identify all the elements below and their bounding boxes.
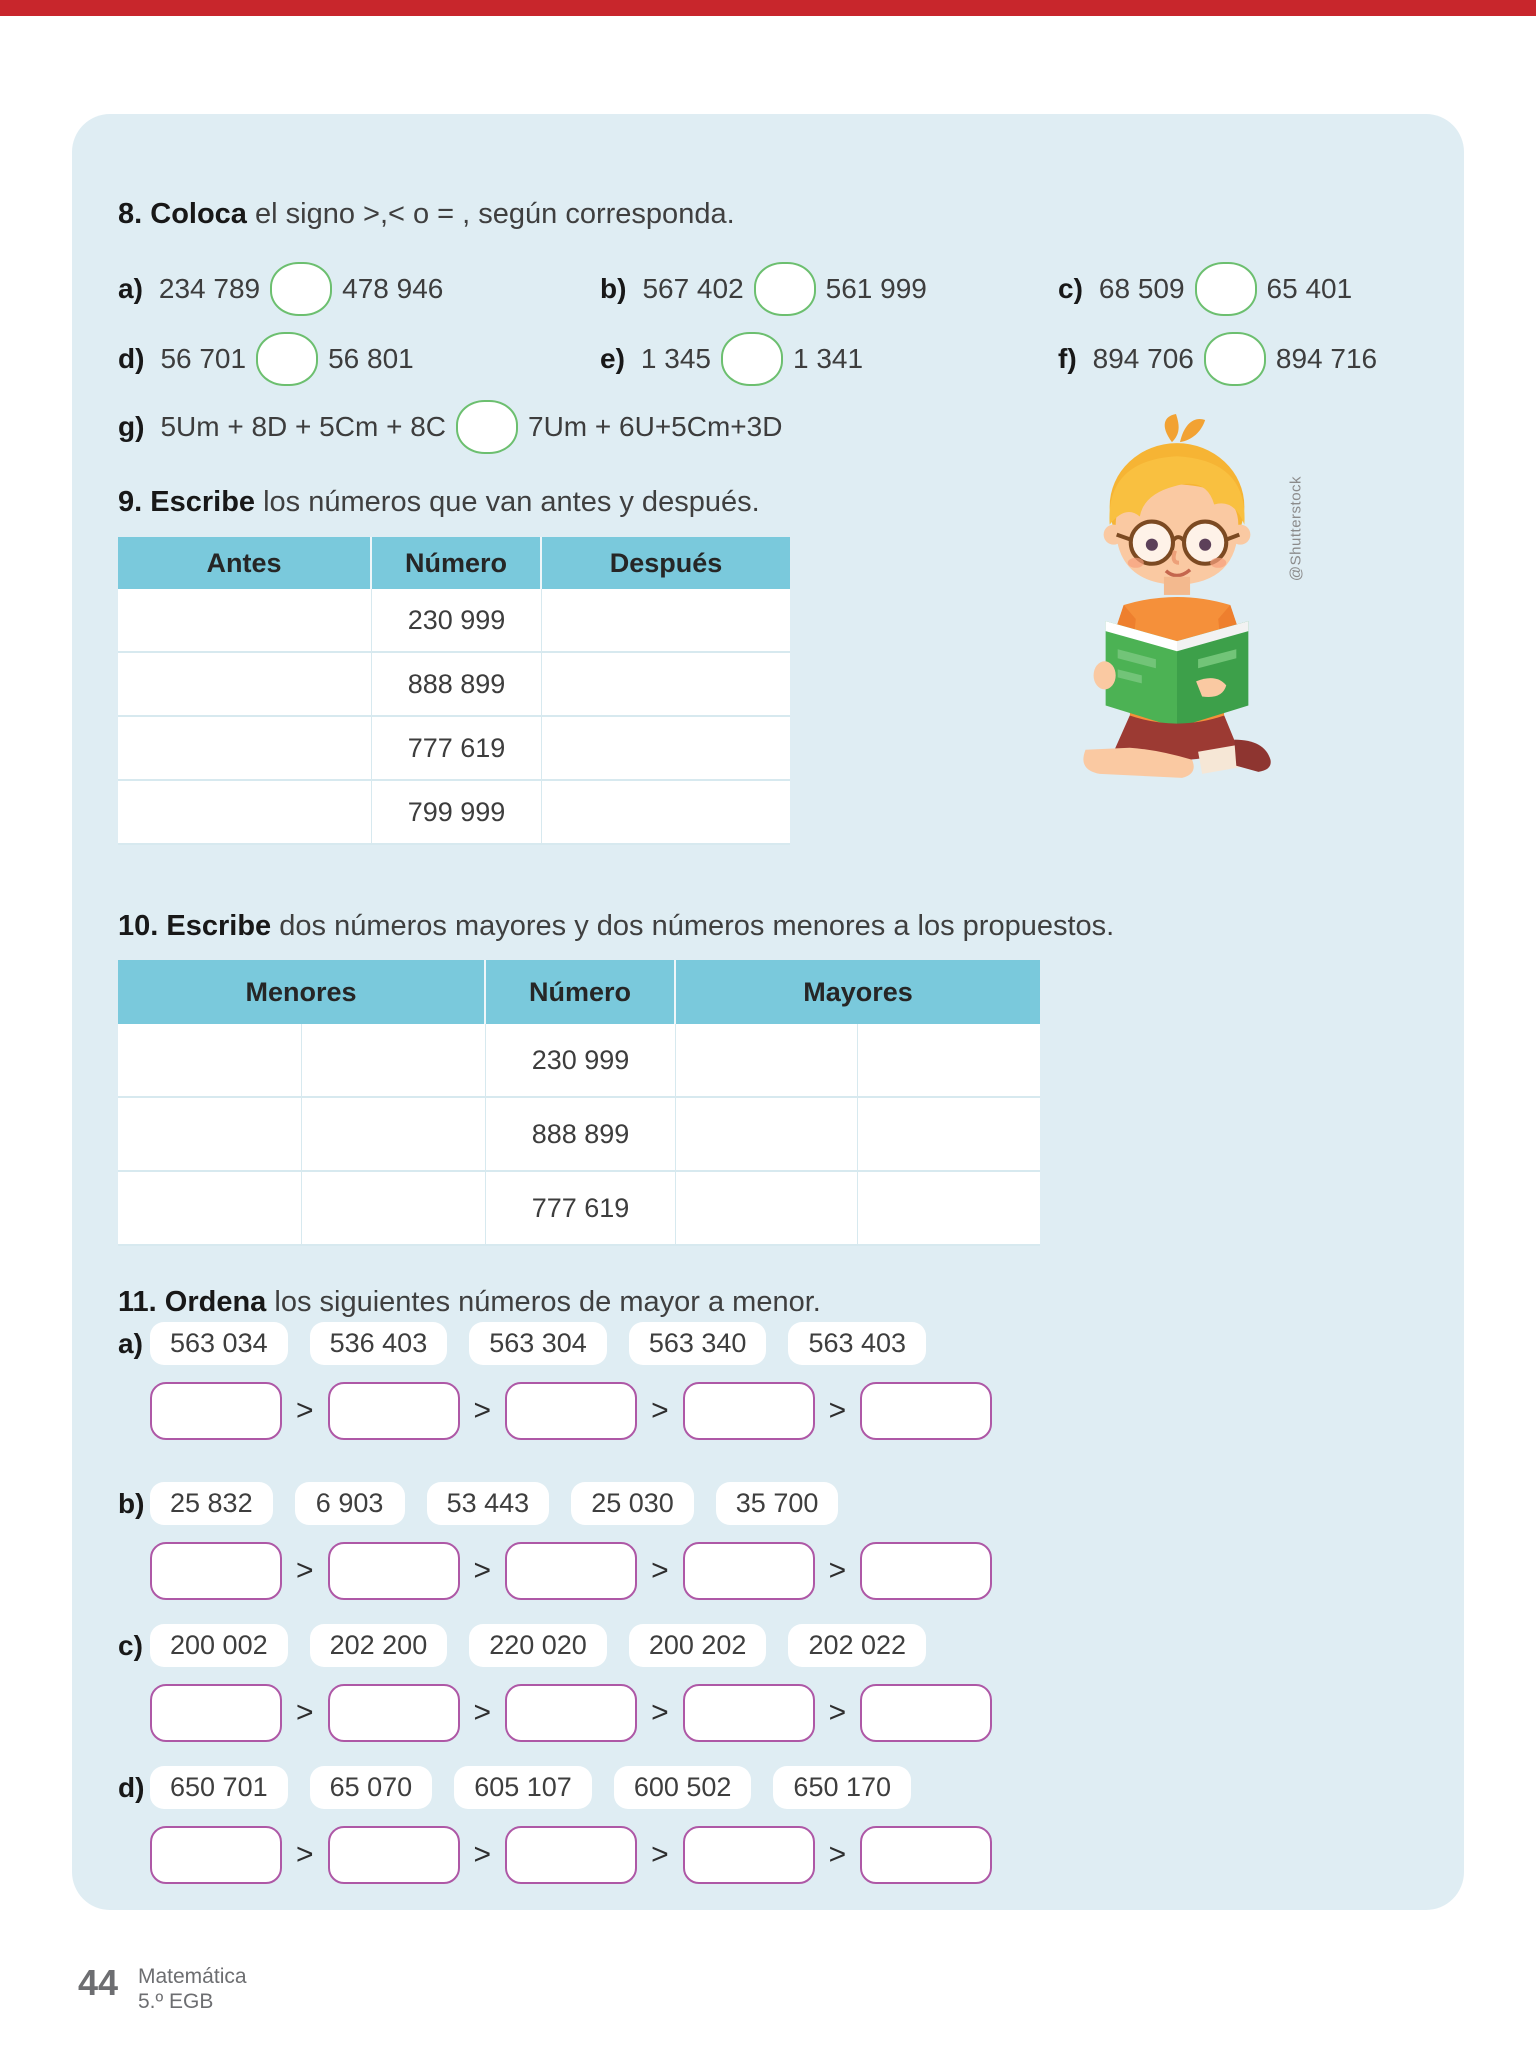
- comparison-item-c: [1058, 262, 1352, 316]
- answer-box-row: [150, 1542, 992, 1600]
- exercise-instruction: el signo >,< o = , según corresponda.: [255, 198, 735, 230]
- number-chip-row: [150, 1624, 926, 1667]
- greater-than-separator: >: [296, 1696, 314, 1729]
- sign-circle[interactable]: [256, 332, 318, 386]
- answer-cell[interactable]: [542, 717, 790, 779]
- left-number: 567 402: [642, 273, 744, 304]
- page-number: 44: [78, 1962, 119, 2003]
- number-chip: 25 832: [150, 1482, 273, 1525]
- sign-circle[interactable]: [1195, 262, 1257, 316]
- answer-box[interactable]: [328, 1382, 460, 1440]
- answer-box-row: [150, 1382, 992, 1440]
- exercise-number: 10.: [118, 910, 159, 942]
- greater-than-separator: >: [828, 1394, 847, 1427]
- number-chip: 35 700: [716, 1482, 839, 1525]
- number-chip: 200 202: [629, 1624, 767, 1667]
- answer-cell[interactable]: [542, 653, 790, 715]
- exercise-instruction: dos números mayores y dos números menores a los propuestos.: [279, 910, 1115, 942]
- comparison-item-e: [600, 332, 863, 386]
- answer-box[interactable]: [860, 1826, 992, 1884]
- menores-mayores-table: [118, 960, 1040, 1246]
- comparison-item-f: [1058, 332, 1377, 386]
- answer-box-row: [150, 1826, 992, 1884]
- number-chip: 53 443: [427, 1482, 550, 1525]
- answer-cell[interactable]: [858, 1024, 1040, 1096]
- number-cell: 777 619: [372, 717, 542, 779]
- table-row: [118, 717, 790, 781]
- sign-circle[interactable]: [721, 332, 783, 386]
- answer-cell[interactable]: [118, 589, 372, 651]
- table-header-row: [118, 537, 790, 589]
- greater-than-separator: >: [651, 1838, 669, 1871]
- answer-box[interactable]: [328, 1684, 460, 1742]
- top-accent-bar: [0, 0, 1536, 16]
- answer-cell[interactable]: [302, 1172, 486, 1244]
- number-chip: 563 403: [788, 1322, 926, 1365]
- greater-than-separator: >: [651, 1554, 669, 1587]
- greater-than-separator: >: [828, 1838, 847, 1871]
- exercise-keyword: Ordena: [164, 1286, 267, 1318]
- answer-box[interactable]: [150, 1684, 282, 1742]
- answer-cell[interactable]: [118, 1024, 302, 1096]
- answer-cell[interactable]: [118, 717, 372, 779]
- number-chip: 536 403: [310, 1322, 448, 1365]
- answer-box[interactable]: [328, 1542, 460, 1600]
- number-cell: 230 999: [486, 1024, 676, 1096]
- left-number: 68 509: [1098, 273, 1185, 304]
- answer-box[interactable]: [683, 1542, 815, 1600]
- number-cell: 888 899: [486, 1098, 676, 1170]
- exercise-number: 9.: [118, 486, 143, 518]
- item-label: f): [1058, 343, 1077, 374]
- answer-cell[interactable]: [676, 1098, 858, 1170]
- number-chip: 605 107: [454, 1766, 592, 1809]
- number-chip: 600 502: [614, 1766, 752, 1809]
- number-chip: 25 030: [571, 1482, 694, 1525]
- number-chip: 563 034: [150, 1322, 288, 1365]
- greater-than-separator: >: [473, 1554, 492, 1587]
- exercise-number: 11.: [118, 1286, 157, 1318]
- greater-than-separator: >: [828, 1554, 847, 1587]
- exercise-keyword: Escribe: [150, 486, 256, 518]
- greater-than-separator: >: [296, 1394, 314, 1427]
- exercise-instruction: los números que van antes y después.: [263, 486, 760, 518]
- exercise-8-heading: [118, 198, 735, 231]
- answer-cell[interactable]: [302, 1098, 486, 1170]
- answer-cell[interactable]: [118, 1098, 302, 1170]
- column-header-despues: Después: [542, 537, 790, 589]
- answer-box[interactable]: [683, 1684, 815, 1742]
- answer-box[interactable]: [860, 1684, 992, 1742]
- column-header-numero: Número: [372, 537, 542, 589]
- right-number: 7Um + 6U+5Cm+3D: [528, 411, 783, 442]
- left-number: 1 345: [640, 343, 711, 374]
- number-chip: 563 340: [629, 1322, 767, 1365]
- comparison-item-g: [118, 400, 782, 454]
- item-label: e): [600, 343, 625, 374]
- right-number: 1 341: [792, 343, 864, 374]
- greater-than-separator: >: [296, 1554, 314, 1587]
- exercise-11-heading: [118, 1286, 821, 1319]
- answer-cell[interactable]: [118, 781, 372, 843]
- number-chip-row: [150, 1766, 911, 1809]
- answer-box[interactable]: [150, 1542, 282, 1600]
- item-label: d): [118, 343, 145, 374]
- exercise-number: 8.: [118, 198, 143, 230]
- answer-box[interactable]: [328, 1826, 460, 1884]
- greater-than-separator: >: [473, 1696, 492, 1729]
- exercise-keyword: Coloca: [150, 198, 247, 230]
- number-chip: 200 002: [150, 1624, 288, 1667]
- row-label: a): [118, 1328, 143, 1359]
- number-cell: 777 619: [486, 1172, 676, 1244]
- answer-box[interactable]: [150, 1826, 282, 1884]
- answer-box[interactable]: [860, 1382, 992, 1440]
- answer-box[interactable]: [683, 1382, 815, 1440]
- answer-cell[interactable]: [676, 1024, 858, 1096]
- greater-than-separator: >: [651, 1394, 669, 1427]
- row-label: c): [118, 1630, 143, 1661]
- sign-circle[interactable]: [456, 400, 518, 454]
- answer-cell[interactable]: [118, 1172, 302, 1244]
- column-header-antes: Antes: [118, 537, 372, 589]
- table-row: [118, 1024, 1040, 1098]
- number-chip-row: [150, 1482, 838, 1525]
- footer-subject: [138, 1964, 247, 2014]
- item-label: b): [600, 273, 627, 304]
- greater-than-separator: >: [473, 1394, 492, 1427]
- answer-box[interactable]: [150, 1382, 282, 1440]
- exercise-instruction: los siguientes números de mayor a menor.: [274, 1286, 821, 1318]
- table-row: [118, 781, 790, 845]
- right-number: 478 946: [342, 273, 444, 304]
- sign-circle[interactable]: [1204, 332, 1266, 386]
- answer-cell[interactable]: [542, 781, 790, 843]
- left-number: 5Um + 8D + 5Cm + 8C: [160, 411, 446, 442]
- number-chip: 220 020: [469, 1624, 607, 1667]
- right-number: 561 999: [825, 273, 927, 304]
- right-number: 65 401: [1266, 273, 1353, 304]
- column-header-mayores: Mayores: [676, 960, 1040, 1024]
- comparison-item-b: [600, 262, 927, 316]
- table-row: [118, 1172, 1040, 1246]
- answer-cell[interactable]: [302, 1024, 486, 1096]
- answer-box[interactable]: [860, 1542, 992, 1600]
- image-credit: @Shutterstock: [1287, 475, 1305, 582]
- greater-than-separator: >: [828, 1696, 847, 1729]
- footer-subject-line2: 5.º EGB: [138, 1990, 214, 2014]
- greater-than-separator: >: [296, 1838, 314, 1871]
- antes-despues-table: [118, 537, 790, 845]
- sign-circle[interactable]: [270, 262, 332, 316]
- answer-cell[interactable]: [118, 653, 372, 715]
- number-cell: 888 899: [372, 653, 542, 715]
- answer-box[interactable]: [505, 1382, 637, 1440]
- number-cell: 230 999: [372, 589, 542, 651]
- boy-reading-illustration: [1042, 412, 1314, 804]
- left-number: 234 789: [158, 273, 261, 304]
- comparison-item-d: [118, 332, 414, 386]
- number-chip: 563 304: [469, 1322, 607, 1365]
- footer-subject-line1: Matemática: [138, 1965, 247, 1988]
- left-number: 894 706: [1092, 343, 1194, 374]
- column-header-numero: Número: [486, 960, 676, 1024]
- exercise-9-heading: [118, 486, 760, 519]
- item-label: g): [118, 411, 145, 442]
- greater-than-separator: >: [473, 1838, 492, 1871]
- answer-cell[interactable]: [542, 589, 790, 651]
- greater-than-separator: >: [651, 1696, 669, 1729]
- answer-box[interactable]: [505, 1826, 637, 1884]
- number-chip: 6 903: [295, 1482, 405, 1525]
- left-number: 56 701: [160, 343, 247, 374]
- table-row: [118, 589, 790, 653]
- answer-box-row: [150, 1684, 992, 1742]
- exercise-keyword: Escribe: [166, 910, 272, 942]
- number-chip: 202 200: [310, 1624, 448, 1667]
- answer-cell[interactable]: [858, 1098, 1040, 1170]
- answer-cell[interactable]: [858, 1172, 1040, 1244]
- right-number: 56 801: [328, 343, 414, 374]
- answer-box[interactable]: [683, 1826, 815, 1884]
- table-row: [118, 1098, 1040, 1172]
- number-chip: 202 022: [788, 1624, 926, 1667]
- number-chip: 65 070: [310, 1766, 433, 1809]
- answer-box[interactable]: [505, 1542, 637, 1600]
- number-chip: 650 170: [773, 1766, 911, 1809]
- column-header-menores: Menores: [118, 960, 486, 1024]
- row-label: b): [118, 1488, 145, 1519]
- number-cell: 799 999: [372, 781, 542, 843]
- number-chip-row: [150, 1322, 926, 1365]
- exercise-10-heading: [118, 910, 1114, 943]
- item-label: a): [118, 273, 143, 304]
- item-label: c): [1058, 273, 1083, 304]
- answer-cell[interactable]: [676, 1172, 858, 1244]
- right-number: 894 716: [1275, 343, 1378, 374]
- sign-circle[interactable]: [754, 262, 816, 316]
- answer-box[interactable]: [505, 1684, 637, 1742]
- number-chip: 650 701: [150, 1766, 288, 1809]
- table-header-row: [118, 960, 1040, 1024]
- table-row: [118, 653, 790, 717]
- comparison-item-a: [118, 262, 443, 316]
- row-label: d): [118, 1772, 145, 1803]
